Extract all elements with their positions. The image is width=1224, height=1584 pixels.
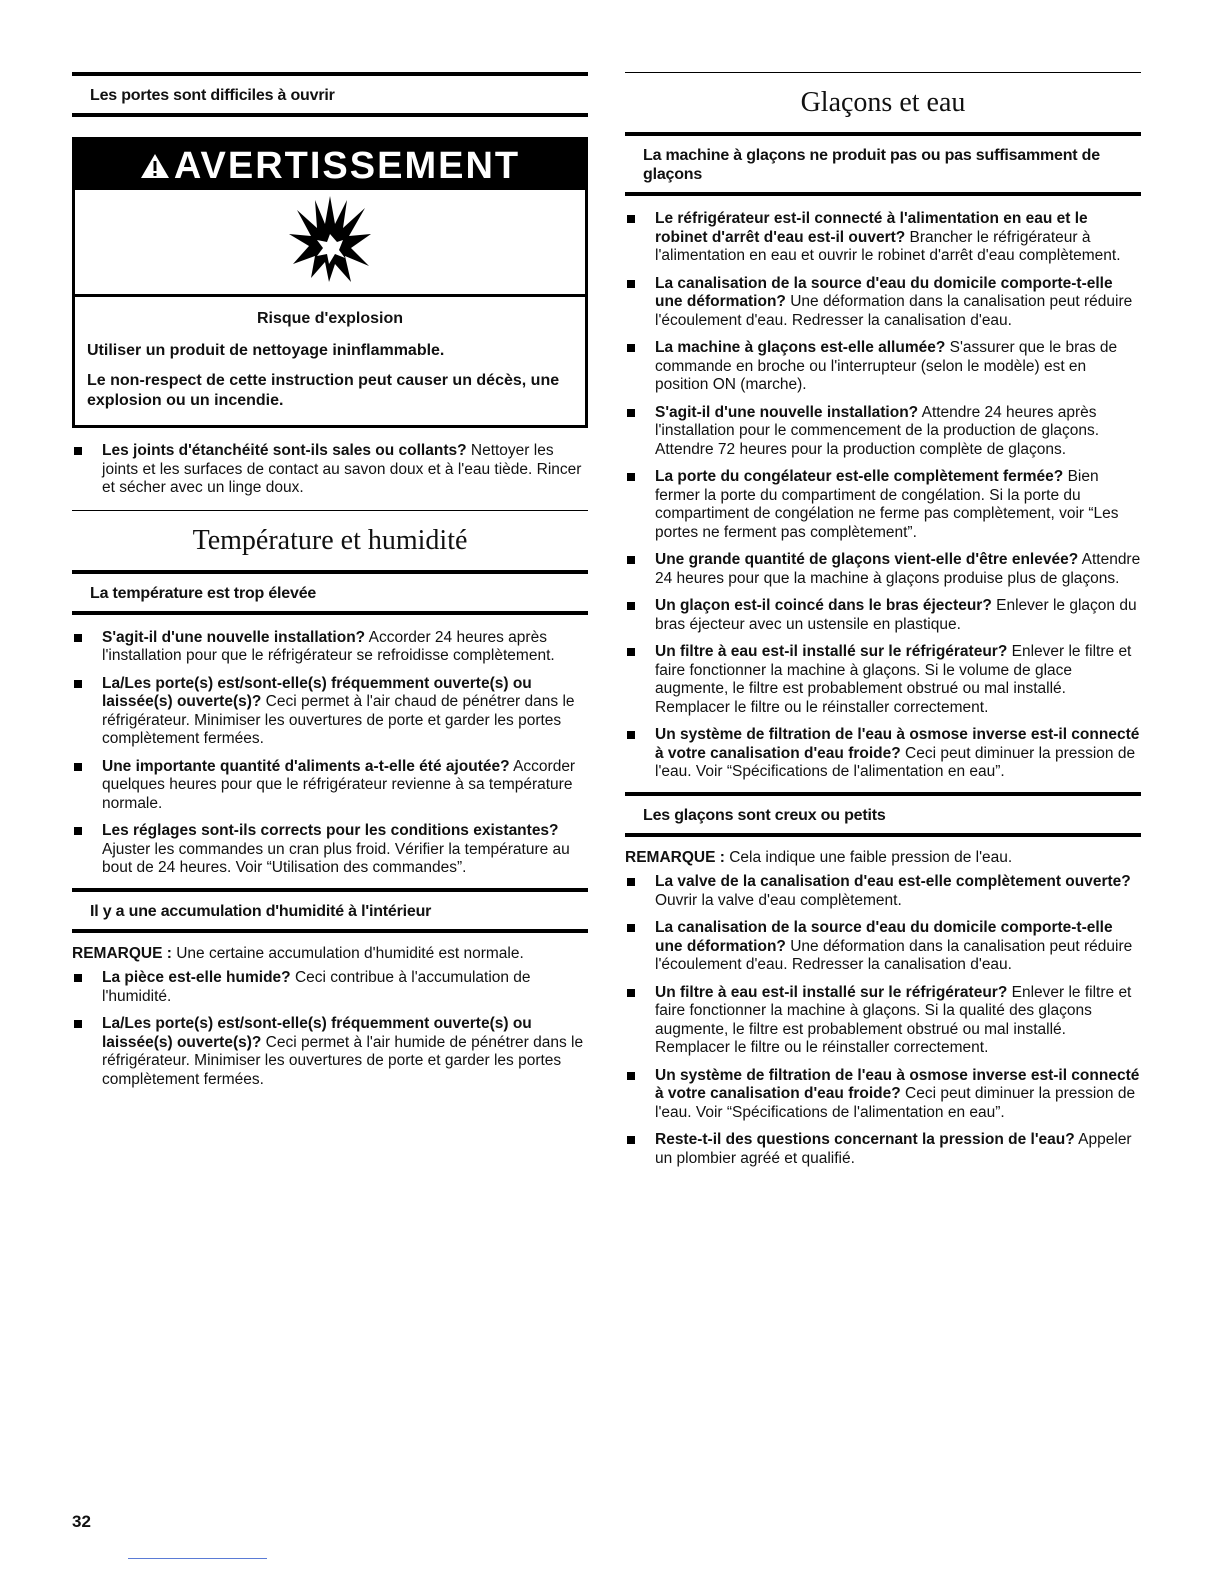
warning-body [75,297,585,425]
ice-heading: La machine à glaçons ne produit pas ou pas suffisamment de glaçons [625,132,1141,196]
warning-risk: Risque d'explosion [256,310,404,327]
left-column [72,72,588,1098]
list-item: Les joints d'étanchéité sont-ils sales ou collants? Nettoyer les joints et les surfaces de contact au savon doux et à l'eau tiède. Rincer et sécher avec un linge doux. [72,442,588,498]
doors-list [72,442,588,498]
list-item: Un système de filtration de l'eau à osmose inverse est-il connecté à votre canalisation d'eau froide? Ceci peut diminuer la pression de l'eau. Voir “Spécifications de l'alimentation en eau”. [625,1067,1141,1123]
warning-triangle-icon [140,142,170,194]
list-item: La/Les porte(s) est/sont-elle(s) fréquemment ouverte(s) ou laissée(s) ouverte(s)? Ceci permet à l'air chaud de pénétrer dans le réfrigérateur. Minimiser les ouvertures de porte et garder les portes complètement fermées. [72,675,588,749]
temp-list [72,629,588,878]
hollow-note: REMARQUE : Cela indique une faible pression de l'eau. [625,848,1013,866]
list-item: La/Les porte(s) est/sont-elle(s) fréquemment ouverte(s) ou laissée(s) ouverte(s)? Ceci permet à l'air humide de pénétrer dans le réfrigérateur. Minimiser les ouvertures de porte et garder les portes complètement fermées. [72,1015,588,1089]
list-item: S'agit-il d'une nouvelle installation? Accorder 24 heures après l'installation pour que le réfrigérateur se refroidisse complètement. [72,629,588,666]
list-item: Un filtre à eau est-il installé sur le réfrigérateur? Enlever le filtre et faire fonctionner la machine à glaçons. Si le volume de glace augmente, le filtre est probablement obstrué ou mal installé. Remplacer le filtre ou le réinstaller correctement. [625,643,1141,717]
list-item: Un système de filtration de l'eau à osmose inverse est-il connecté à votre canalisation d'eau froide? Ceci peut diminuer la pression de l'eau. Voir “Spécifications de l'alimentation en eau”. [625,726,1141,782]
hollow-list [625,873,1141,1168]
humid-heading: Il y a une accumulation d'humidité à l'intérieur [72,888,588,933]
list-item: La porte du congélateur est-elle complètement fermée? Bien fermer la porte du compartiment de congélation. Si la porte du compartiment de congélation ne ferme pas complètement, voir “Les portes ne ferment pas complètement”. [625,468,1141,542]
ice-section-title: Glaçons et eau [625,72,1141,132]
warning-box [72,137,588,428]
hollow-heading: Les glaçons sont creux ou petits [625,792,1141,837]
footer-divider [128,1558,267,1559]
warning-header [75,140,585,190]
list-item: Une importante quantité d'aliments a-t-elle été ajoutée? Accorder quelques heures pour que le réfrigérateur revienne à sa température normale. [72,758,588,814]
list-item: Une grande quantité de glaçons vient-elle d'être enlevée? Attendre 24 heures pour que la machine à glaçons produise plus de glaçons. [625,551,1141,588]
right-column [625,72,1141,1177]
list-item: La valve de la canalisation d'eau est-elle complètement ouverte? Ouvrir la valve d'eau complètement. [625,873,1141,910]
list-item: Les réglages sont-ils corrects pour les conditions existantes? Ajuster les commandes un cran plus froid. Vérifier la température au bout de 24 heures. Voir “Utilisation des commandes”. [72,822,588,878]
list-item: Le réfrigérateur est-il connecté à l'alimentation en eau et le robinet d'arrêt d'eau est-il ouvert? Brancher le réfrigérateur à l'alimentation en eau et ouvrir le robinet d'arrêt d'eau complètement. [625,210,1141,266]
humid-list [72,969,588,1089]
ice-list [625,210,1141,782]
warning-instruction: Utiliser un produit de nettoyage ininflammable. [87,342,445,359]
list-item: Un filtre à eau est-il installé sur le réfrigérateur? Enlever le filtre et faire fonctionner la machine à glaçons. Si la qualité des glaçons augmente, le filtre est probablement obstrué ou mal installé. Remplacer le filtre ou le réinstaller correctement. [625,984,1141,1058]
warning-consequence: Le non-respect de cette instruction peut causer un décès, une explosion ou un incendie. [87,372,560,409]
temp-section-title: Température et humidité [72,510,588,570]
explosion-icon [75,190,585,297]
temp-heading: La température est trop élevée [72,570,588,615]
list-item: Un glaçon est-il coincé dans le bras éjecteur? Enlever le glaçon du bras éjecteur avec un ustensile en plastique. [625,597,1141,634]
list-item: La machine à glaçons est-elle allumée? S'assurer que le bras de commande en broche ou l'interrupteur (selon le modèle) est en position ON (marche). [625,339,1141,395]
humid-note: REMARQUE : Une certaine accumulation d'humidité est normale. [72,944,524,962]
list-item: S'agit-il d'une nouvelle installation? Attendre 24 heures après l'installation pour le commencement de la production de glaçons. Attendre 72 heures pour la production complète de glaçons. [625,404,1141,460]
list-item: La canalisation de la source d'eau du domicile comporte-t-elle une déformation? Une déformation dans la canalisation peut réduire l'écoulement d'eau. Redresser la canalisation d'eau. [625,275,1141,331]
doors-heading: Les portes sont difficiles à ouvrir [72,72,588,117]
list-item: Reste-t-il des questions concernant la pression de l'eau? Appeler un plombier agréé et qualifié. [625,1131,1141,1168]
warning-title: AVERTISSEMENT [173,145,521,187]
list-item: La canalisation de la source d'eau du domicile comporte-t-elle une déformation? Une déformation dans la canalisation peut réduire l'écoulement d'eau. Redresser la canalisation d'eau. [625,919,1141,975]
page-number: 32 [72,1512,91,1531]
list-item: La pièce est-elle humide? Ceci contribue à l'accumulation de l'humidité. [72,969,588,1006]
